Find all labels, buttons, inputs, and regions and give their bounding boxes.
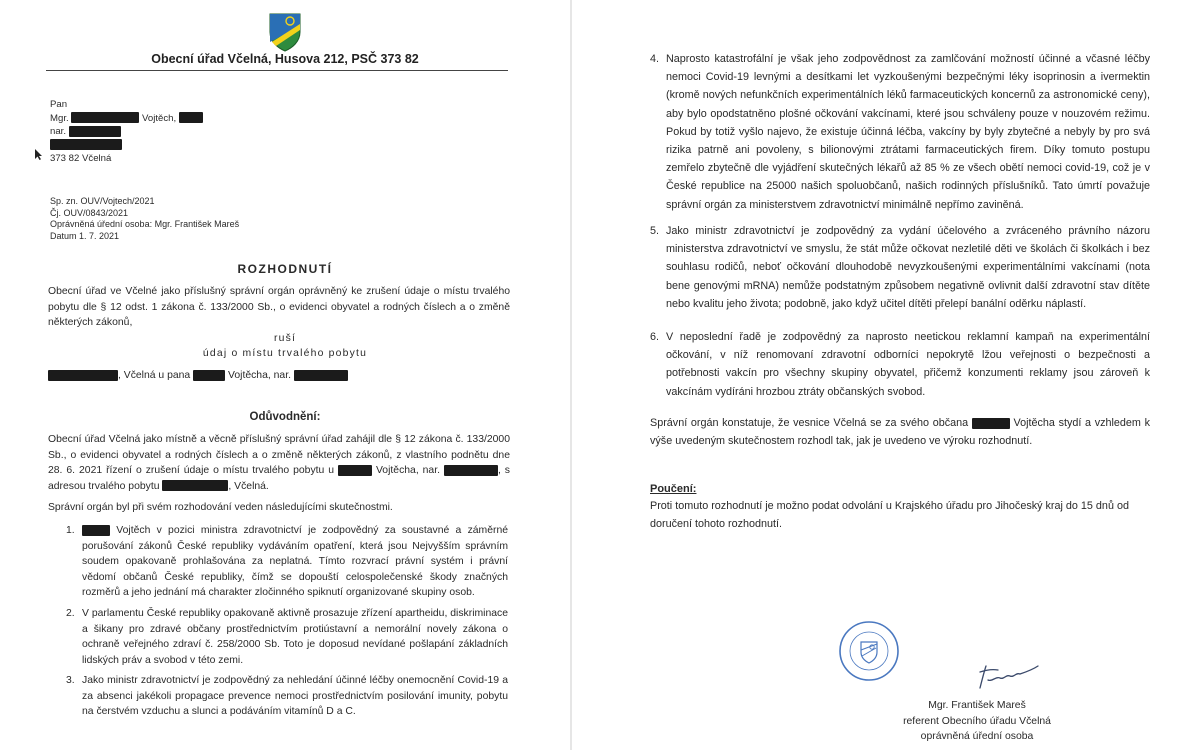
reasoning-para-1: Obecní úřad Včelná jako místně a věcně příslušný správní úřad zahájil dle § 12 zákona č. 133/2000 Sb., o evidenci obyvatel a rodných číslech a o změně některých zákonů, z vlastního podnětu dne 28. 6. 2021 řízení o zrušení údaje o místu trvalého pobytu u Vojtěcha, nar. , s adresou trvalého pobytu , Včelná.	[48, 434, 510, 492]
reference-date: Datum 1. 7. 2021	[50, 230, 120, 241]
reference-sp-zn: Sp. zn. OUV/Vojtech/2021	[50, 196, 155, 206]
recipient-name: Mgr. Vojtěch,	[50, 112, 203, 126]
instruction-title: Poučení:	[650, 483, 697, 495]
redaction	[48, 370, 118, 381]
redaction	[82, 525, 110, 536]
redaction	[162, 480, 228, 491]
redaction	[294, 370, 348, 381]
recipient-birth: nar.	[50, 125, 203, 139]
office-address-heading: Obecní úřad Včelná, Husova 212, PSČ 373 82	[151, 52, 419, 66]
decision-udaj: údaj o místu trvalého pobytu	[202, 348, 368, 359]
handwritten-signature-icon	[976, 662, 1042, 692]
document-page-2: 4. Naprosto katastrofální je však jeho zodpovědnost za zamlčování možností účinné a včasné léčby nemoci Covid-19 levnými a desítkami let vyzkoušenými bezpečnými léky isoprinosin a ivermektin (kromě nových nefunkčních experimentálních léků farmaceutických koncernů za astronomické ceny), aby bylo opodstatněno plošné očkování vakcínami, které jsou schváleny pouze v nouzovém režimu. Pokud by totiž vyšlo najevo, že existuje účinná léčba, vakcíny by byly zbytečné a nebyly by pro svá rizika patrně ani povoleny, s bilionovými ztrátami farmaceutických firem. Díky tomuto postupu zemřelo zbytečně dle vyjádření skutečných lékařů až 85 % ze všech obětí nemoci covid-19, což je v České republice na 25000 našich spoluobčanů, našich rodinných příslušníků. Tato úmrtí považuje správní orgán za ministerstvem zdravotnictví minimálně nepřímo zaviněná. 5. Jako ministr zdravotnictví je zodpovědný za vydání účelového a zvráceného právního názoru ministerstva zdravotnictví ve smyslu, že stát může očkovat nezletilé děti ve školách či školkách i bez souhlasu rodičů, neboť očkování dlouhodobě nevyzkoušenými experimentálními vakcínami (nota bene genovými mRNA) nemůže podstatným způsobem negativně ovlivnit další zdravotní stav dítěte nebo kvalitu jeho života; podobně, jako když učitel dítěti přelepí banální oděrku náplastí. 6. V neposlední řadě je zodpovědný za naprosto neetickou reklamní kampaň na experimentální očkování, v níž renomovaní zdravotní odborníci nepokrytě lžou veřejnosti o bezpečnosti a potřebnosti vakcín pro všechny skupiny obyvatel, přičemž konzumenti reklamy jsou zároveň k vakcínám vydíráni hrozbou ztráty občanských svobod. Správní orgán konstatuje, že vesnice Včelná se za svého občana Vojtěcha stydí a vzhledem k výše uvedeným skutečnostem rozhodl tak, jak je uvedeno ve výroku rozhodnutí. Poučení: Proti tomuto rozhodnutí je možno podat odvolání u Krajského úřadu pro Jihočeský kraj do 15 dnů od doručení tohoto rozhodnutí. Mgr. František Mareš referent Obecního úřadu Včelná oprávněná úřední osoba	[572, 0, 1200, 750]
signature-name: Mgr. František Mareš	[928, 700, 1026, 711]
redaction	[338, 465, 372, 476]
decision-rusi: ruší	[273, 333, 297, 344]
document-page-1: Obecní úřad Včelná, Husova 212, PSČ 373 82 Pan Mgr. Vojtěch, nar. 373 82 Včelná Sp. zn. OUV/Vojtech/2021 Čj. OUV/0843/2021 Oprávněná úřední osoba: Mgr. František Mareš Datum 1. 7. 2021 ROZHODNUTÍ Obecní úřad ve Včelné jako příslušný správní orgán oprávněný ke zrušení údaje o místu trvalého pobytu dle § 12 odst. 1 zákona č. 133/2000 Sb., o evidenci obyvatel a rodných číslech a o změně některých zákonů, ruší údaj o místu trvalého pobytu , Včelná u pana Vojtěcha, nar. Odůvodnění: Obecní úřad Včelná jako místně a věcně příslušný správní úřad zahájil dle § 12 zákona č. 133/2000 Sb., o evidenci obyvatel a rodných číslech a o změně některých zákonů, z vlastního podnětu dne 28. 6. 2021 řízení o zrušení údaje o místu trvalého pobytu u Vojtěcha, nar. , s adresou trvalého pobytu , Včelná. Správní orgán byl při svém rozhodování veden následujícími skutečnostmi. 1. Vojtěch v pozici ministra zdravotnictví je zodpovědný za soustavné a záměrné porušování zákonů České republiky vydáváním opatření, která jsou Nejvyšším správním soudem opakovaně prohlašována za neplatná. Tímto rozvrací právní systém i právní vědomí občanů České republiky, čímž se dopouští celospolečenské škody značných rozměrů a jeho jednání má charakter zločinného spiknutí organizované skupiny osob. 2. V parlamentu České republiky opakovaně aktivně prosazuje zřízení apartheidu, diskriminace a šikany pro zdravé občany prostřednictvím protiústavní a nemorální novely zákona o ochraně veřejného zdraví č. 258/2000 Sb. Toto je doposud nevídané pošlapání základních lidských práv a svobod v této zemi. 3. Jako ministr zdravotnictví je zodpovědný za nehledání účinné léčby onemocnění Covid-19 a za absenci jakékoli propagace prevence nemoci prostřednictvím posilování imunity, pobytu na čerstvém vzduchu a slunci a podáváním vitamínů D a C.	[0, 0, 570, 750]
official-stamp-icon	[838, 620, 900, 682]
decision-title: ROZHODNUTÍ	[237, 262, 333, 276]
mouse-pointer-icon	[34, 148, 43, 161]
reference-cj: Čj. OUV/0843/2021	[50, 207, 129, 218]
decision-intro: Obecní úřad ve Včelné jako příslušný správní orgán oprávněný ke zrušení údaje o místu trvalého pobytu dle § 12 odst. 1 zákona č. 133/2000 Sb., o evidenci obyvatel a rodných číslech a o změně některých zákonů,	[48, 286, 510, 328]
instruction-text: Proti tomuto rozhodnutí je možno podat odvolání u Krajského úřadu pro Jihočeský kraj do 15 dnů od doručení tohoto rozhodnutí.	[650, 500, 1129, 531]
header-rule	[46, 70, 508, 71]
recipient-salutation: Pan	[50, 99, 68, 110]
redaction	[193, 370, 225, 381]
redaction	[71, 112, 139, 123]
signature-role: referent Obecního úřadu Včelná	[903, 715, 1051, 727]
official-stamp	[838, 620, 900, 682]
decision-subject-line: , Včelná u pana Vojtěcha, nar.	[48, 368, 348, 384]
recipient-city: 373 82 Včelná	[50, 153, 112, 164]
reference-block	[50, 196, 239, 242]
reasoning-title: Odůvodnění:	[249, 411, 321, 423]
reference-official: Oprávněná úřední osoba: Mgr. František Mareš	[50, 219, 240, 229]
redaction	[179, 112, 203, 123]
redaction	[69, 126, 121, 137]
conclusion-paragraph: Správní orgán konstatuje, že vesnice Včelná se za svého občana Vojtěcha stydí a vzhledem k výše uvedeným skutečnostem rozhodl tak, jak je uvedeno ve výroku rozhodnutí.	[650, 417, 1150, 448]
reasoning-para-2: Správní orgán byl při svém rozhodování veden následujícími skutečnostmi.	[48, 502, 393, 513]
redaction	[972, 418, 1010, 429]
signature-authority: oprávněná úřední osoba	[920, 731, 1034, 742]
recipient-block	[50, 98, 203, 166]
coat-of-arms-icon	[268, 12, 302, 52]
redaction	[444, 465, 498, 476]
redaction	[50, 139, 122, 150]
signature-block	[902, 698, 1052, 745]
